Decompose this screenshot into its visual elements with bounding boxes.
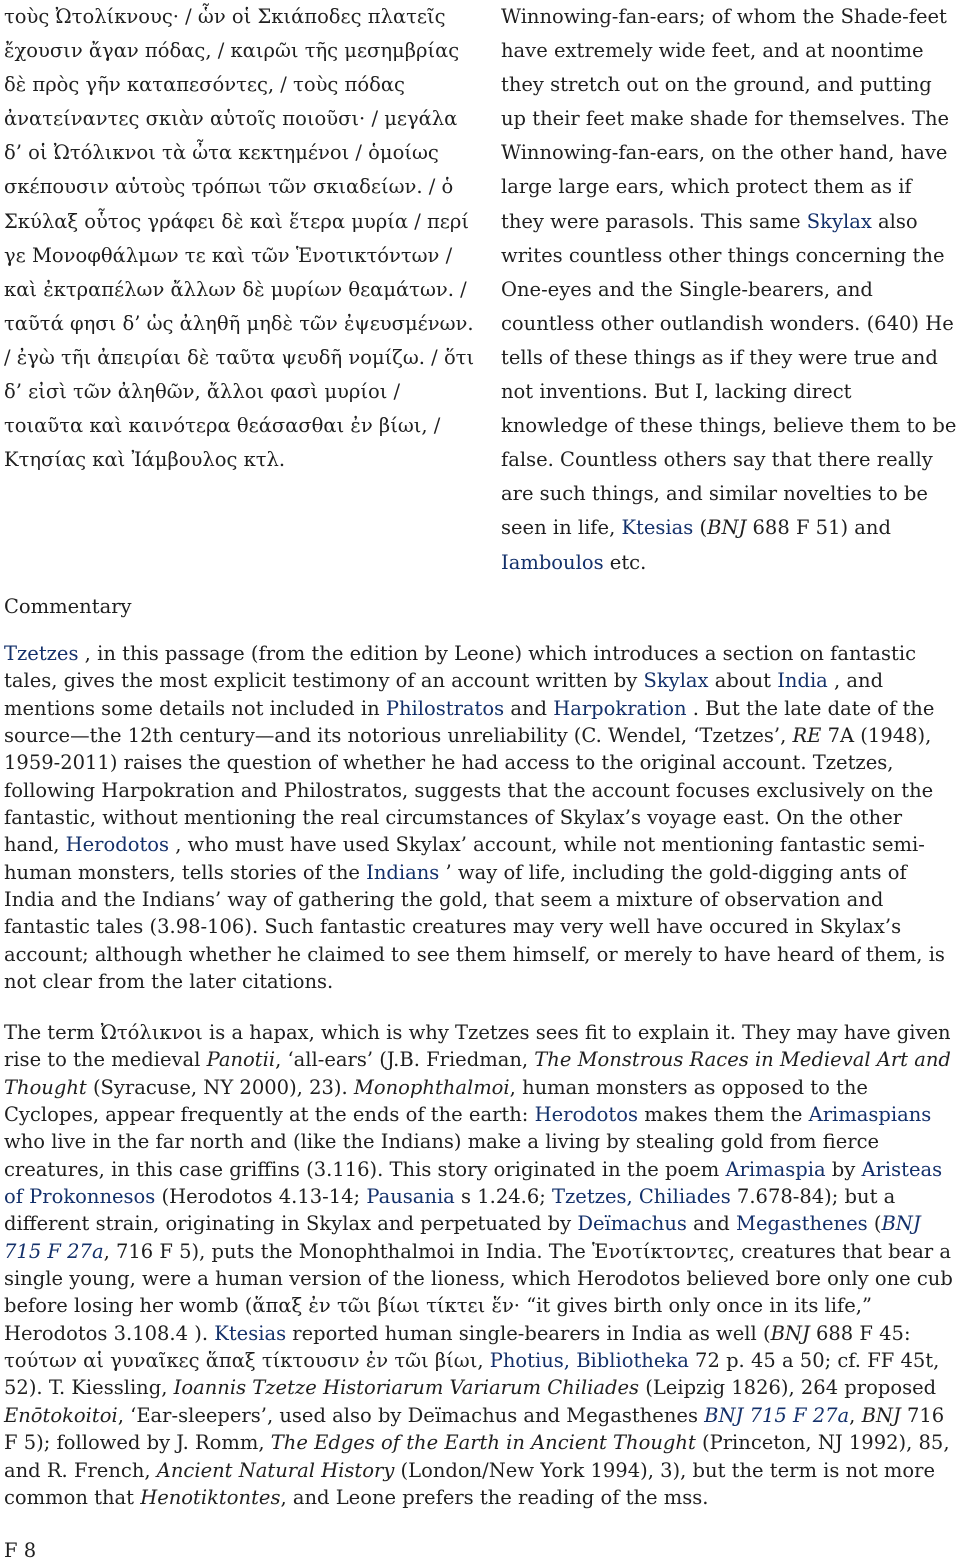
link-arimaspia[interactable]: Arimaspia (725, 1157, 826, 1181)
commentary-heading: Commentary (4, 595, 132, 618)
link-skylax[interactable]: Skylax (643, 669, 709, 693)
translation-text: Winnowing-fan-ears; of whom the Shade-feet have extremely wide feet, and at noontime they stretch out on the ground, and putting up their feet make shade for themselves. The Winnowing-fan-ears, on the other hand, have large large ears, which protect them as if they were parasols. This same (501, 5, 950, 233)
commentary-text: , in this passage (from the edition by Leone) which introduces a section on fantastic tales, gives the most explicit testimony of an account written by (4, 642, 917, 693)
link-philostratos[interactable]: Philostratos (385, 696, 505, 720)
link-megasthenes[interactable]: Megasthenes (735, 1212, 868, 1236)
commentary-text: 716 F 5); followed by J. Romm, (4, 1403, 945, 1455)
link-deimachus[interactable]: Deïmachus (577, 1212, 687, 1236)
link-ktesias[interactable]: Ktesias (621, 516, 694, 540)
commentary-text: ( (867, 1212, 882, 1236)
link-indians[interactable]: Indians (366, 860, 440, 884)
translation-text: etc. (603, 550, 647, 574)
link-pausania[interactable]: Pausania (366, 1185, 455, 1209)
commentary-text: who live in the far north and (like the Indians) make a living by stealing gold from fierce creatures, in this case griffins (3.116). This story originated in the poem (4, 1130, 880, 1181)
link-arimaspians[interactable]: Arimaspians (808, 1103, 932, 1127)
commentary-paragraph-1 (4, 640, 954, 995)
commentary-text: 7A (1948), 1959-2011) raises the question of whether he had access to the original account. Tzetzes, following Harpokration and Philostratos, suggests that the account focuses exclusively on the fantastic, without mentioning the real circumstances of Skylax’s voyage east. On the other hand, (4, 724, 934, 857)
commentary-text: , ‘all-ears’ (J.B. Friedman, (275, 1048, 535, 1072)
book-title: Ancient Natural History (156, 1458, 395, 1482)
commentary-text: The term Ὠτόλικνοι is a hapax, which is why Tzetzes sees fit to explain it. They may have given rise to the medieval (4, 1021, 951, 1072)
bnj-abbrev: BNJ (861, 1403, 901, 1427)
commentary-text: s 1.24.6; (454, 1185, 553, 1209)
bnj-abbrev: BNJ (707, 516, 747, 540)
commentary-text: 72 p. 45 a 50; cf. FF 45t, 52). T. Kiessling, (4, 1349, 940, 1400)
commentary-text: , human monsters as opposed to the Cyclopes, appear frequently at the ends of the earth: (4, 1075, 868, 1127)
translation-text: ( (693, 516, 708, 540)
link-herodotos[interactable]: Herodotos (534, 1103, 638, 1127)
link-ktesias[interactable]: Ktesias (214, 1321, 287, 1345)
translation-text: 688 F 51) and (746, 516, 891, 540)
commentary-text: reported human single-bearers in India as well ( (286, 1321, 771, 1345)
book-title: The Edges of the Earth in Ancient Thought (270, 1431, 696, 1455)
commentary-text: . But the late date of the source—the 12th century—and its notorious unreliability (C. Wendel, ‘Tzetzes’, (4, 696, 935, 748)
commentary-text: ’ way of life, including the gold-digging ants of India and the Indians’ way of gathering the gold, that seem a mixture of observation and fantastic tales (3.98-106). Such fantastic creatures may very well have occured in Skylax’s account; although whether he claimed to see them himself, or merely to have heard of them, is not clear from the later citations. (4, 860, 945, 994)
translation-text: also writes countless other things concerning the One-eyes and the Single-bearers, and countless other outlandish wonders. (640) He tells of these things as if they were true and not inventions. But I, lacking direct knowledge of these things, believe them to be false. Countless others say that there really are such things, and similar novelties to be seen in life, (501, 209, 957, 540)
commentary-text: , who must have used Skylax’ account, while not mentioning fantastic semi-human monsters, tells stories of the (4, 833, 925, 884)
book-title: Ioannis Tzetze Historiarum Variarum Chiliades (173, 1376, 640, 1400)
book-title: The Monstrous Races in Medieval Art and Thought (4, 1048, 951, 1099)
commentary-text: about (708, 669, 778, 693)
greek-text: τοὺς Ὠτολίκνους· / ὧν οἱ Σκιάποδες πλατεῖς ἔχουσιν ἄγαν πόδας, / καιρῶι τῆς μεσημβρίας δὲ πρὸς γῆν καταπεσόντες, / τοὺς πόδας ἀνατείναντες σκιὰν αὑτοῖς ποιοῦσι· / μεγάλα δ’ οἱ Ὠτόλικνοι τὰ ὦτα κεκτημένοι / ὁμοίως σκέπουσιν αὑτοὺς τρόπωι τῶν σκιαδείων. / ὁ Σκύλαξ οὗτος γράφει δὲ καὶ ἕτερα μυρία / περί γε Μονοφθάλμων τε καὶ τῶν Ἑνοτικτόντων / καὶ ἐκτραπέλων ἄλλων δὲ μυρίων θεαμάτων. / ταῦτά φησι δ’ ὡς ἀληθῆ μηδὲ τῶν ἐψευσμένων. / ἐγὼ τῆι ἀπειρίαι δὲ ταῦτα ψευδῆ νομίζω. / ὅτι δ’ εἰσὶ τῶν ἀληθῶν, ἄλλοι φασὶ μυρίοι / τοιαῦτα καὶ καινότερα θεάσασθαι ἐν βίωι, / Κτησίας καὶ Ἰάμβουλος κτλ. (4, 5, 475, 472)
commentary-text: and (686, 1212, 736, 1236)
commentary-text: (London/New York 1994), 3), but the term is not more common that (4, 1458, 936, 1509)
link-chiliades[interactable]: Tzetzes, Chiliades (552, 1185, 731, 1209)
commentary-text: (Leipzig 1826), 264 proposed (639, 1376, 937, 1400)
commentary-text: 7.678-84); but a different strain, originating in Skylax and perpetuated by (4, 1185, 896, 1236)
link-harpokration[interactable]: Harpokration (553, 696, 687, 720)
italic-term: Panotii (206, 1048, 276, 1072)
commentary-text: (Princeton, NJ 1992), 85, and R. French, (4, 1431, 950, 1482)
italic-term: Monophthalmoi (353, 1075, 510, 1099)
link-india[interactable]: India (777, 669, 828, 693)
link-skylax[interactable]: Skylax (806, 209, 872, 233)
link-iamboulos[interactable]: Iamboulos (501, 550, 604, 574)
italic-term: Henotiktontes (140, 1485, 281, 1509)
commentary-paragraph-2 (4, 1019, 954, 1511)
fragment-label: F 8 (4, 1539, 37, 1562)
commentary-text: makes them the (638, 1103, 809, 1127)
commentary-text: , ‘Ear-sleepers’, used also by Deïmachus and Megasthenes (117, 1403, 705, 1427)
link-bnj-715[interactable]: BNJ 715 F 27a (704, 1403, 850, 1427)
link-photius[interactable]: Photius, Bibliotheka (489, 1349, 689, 1373)
re-abbrev: RE (792, 724, 822, 748)
commentary-text: , and Leone prefers the reading of the mss. (280, 1485, 709, 1509)
link-aristeas[interactable]: Aristeas of Prokonnesos (4, 1157, 943, 1209)
commentary-text: 688 F 45: τούτων αἱ γυναῖκες ἅπαξ τίκτουσιν ἐν τῶι βίωι, (4, 1321, 911, 1373)
english-translation (501, 0, 960, 580)
commentary-text: and (504, 696, 554, 720)
commentary-text: (Herodotos 4.13-14; (155, 1185, 367, 1209)
link-herodotos[interactable]: Herodotos (65, 833, 170, 857)
commentary-text: (Syracuse, NY 2000), 23). (86, 1075, 354, 1099)
italic-term: Enōtokoitoi (4, 1403, 118, 1427)
commentary-text: , (849, 1403, 862, 1427)
commentary-text: by (825, 1157, 862, 1181)
commentary-text: , 716 F 5), puts the Monophthalmoi in India. The Ἑνοτίκτοντες, creatures that bear a single young, were a human version of the lioness, which Herodotos believed bore only one cub before losing her womb (ἅπαξ ἐν τῶι βίωι τίκτει ἕν· “it gives birth only once in its life,” Herodotos 3.108.4 ). (4, 1239, 953, 1345)
commentary-text: , and mentions some details not included in (4, 669, 884, 720)
bnj-abbrev: BNJ (770, 1321, 810, 1345)
link-tzetzes[interactable]: Tzetzes (4, 642, 79, 665)
link-bnj-715[interactable]: BNJ 715 F 27a (4, 1212, 921, 1263)
